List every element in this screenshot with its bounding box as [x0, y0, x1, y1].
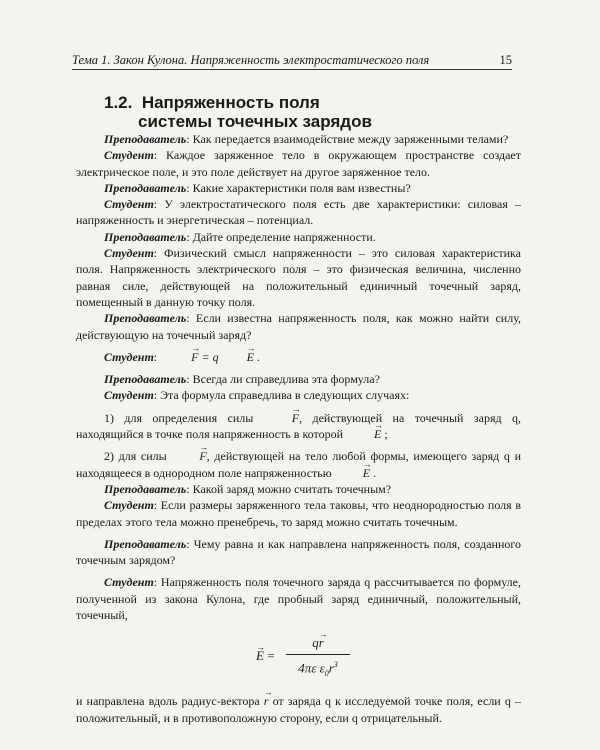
paragraph-direction: и направлена вдоль радиус-вектора → r от заряда q к исследуемой точке поля, если q – положительный, и в противоположную сторону, если q отрицательный.: [76, 693, 521, 726]
section-number: 1.2.: [104, 93, 133, 112]
paragraph: Студент: Если размеры заряженного тела таковы, что неоднородностью поля в пределах этого тела можно пренебречь, то заряд можно считать точечным.: [76, 498, 521, 529]
speaker-teacher: Преподаватель: [104, 481, 187, 496]
vector-F: → F: [163, 349, 198, 365]
running-title: Тема 1. Закон Кулона. Напряженность электростатического поля: [72, 53, 430, 67]
formula-numerator: q→ r: [286, 635, 350, 654]
vector-E: → E: [346, 426, 381, 442]
formula-denominator: 4πε $\varepsilon_0r^3$: [298, 659, 338, 678]
speaker-student: Студент: [104, 575, 154, 590]
speaker-teacher: Преподаватель: [104, 180, 187, 195]
vector-F: → F: [171, 448, 206, 464]
paragraph-formula-force: Студент: → F = q→ E .: [76, 349, 521, 365]
formula-fraction: [286, 635, 350, 682]
vector-E: → E: [219, 349, 254, 365]
paragraph: Студент: Физический смысл напряженности – это силовая характеристика поля. Напряженность электрического поля – это физическая величина, численно равная силе, действующей на положительный единичный точечный заряд, помещенный в данную точку поля.: [76, 246, 521, 309]
paragraph: Преподаватель: Всегда ли справедлива эта формула?: [104, 372, 380, 387]
running-header: [72, 52, 512, 70]
paragraph: Преподаватель: Как передается взаимодействие между заряженными телами?: [104, 132, 509, 146]
paragraph: Преподаватель: Дайте определение напряженности.: [104, 229, 376, 244]
speaker-teacher: Преподаватель: [104, 536, 187, 551]
coulomb-field-formula: → E = $\frac{q\to r}{4\pi\varepsilon \varepsilon_0r^3}$: [256, 635, 521, 679]
speaker-teacher: Преподаватель: [104, 229, 187, 244]
speaker-teacher: Преподаватель: [104, 311, 187, 326]
paragraph: Студент: Каждое заряженное тело в окружающем пространстве создает электрическое поле, и это поле действует на другое заряженное тело.: [76, 148, 521, 179]
paragraph-case-2: 2) для силы → F, действующей на тело любой формы, имеющего заряд q и находящееся в однородном поле напряженностью → E .: [76, 448, 521, 481]
paragraph: Преподаватель: Какие характеристики поля вам известны?: [104, 180, 411, 195]
section-title-line1: Напряженность поля: [141, 93, 320, 112]
speaker-student: Студент: [104, 498, 154, 513]
paragraph: Преподаватель: Если известна напряженность поля, как можно найти силу, действующую на точечный заряд?: [76, 311, 521, 342]
speaker-student: Студент: [104, 388, 154, 403]
paragraph: Студент: Напряженность поля точечного заряда q рассчитывается по формуле, полученной из закона Кулона, где пробный заряд единичный, положительный, точечный,: [76, 575, 521, 623]
speaker-student: Студент: [104, 197, 154, 212]
paragraph: Преподаватель: Чему равна и как направлена напряженность поля, созданного точечным зарядом?: [76, 536, 521, 568]
paragraph-case-1: 1) для определения силы → F, действующей на точечный заряд q, находящийся в точке поля напряженность в которой → E ;: [76, 410, 521, 443]
paragraph: Студент: У электростатического поля есть две характеристики: силовая – напряженность и энергетическая – потенциал.: [76, 197, 521, 228]
vector-E: → E: [335, 465, 370, 481]
speaker-teacher: Преподаватель: [104, 372, 187, 387]
speaker-student: Студент: [104, 148, 154, 163]
vector-E: → E: [256, 648, 264, 664]
dialogue-body: [76, 131, 521, 726]
vector-r: → r: [264, 693, 269, 709]
section-title-line2: системы точечных зарядов: [138, 112, 372, 131]
speaker-student: Студент: [104, 349, 154, 364]
speaker-student: Студент: [104, 246, 154, 261]
speaker-teacher: Преподаватель: [104, 132, 187, 146]
vector-F: → F: [264, 410, 299, 426]
paragraph: Преподаватель: Какой заряд можно считать точечным?: [104, 481, 392, 496]
paragraph: Студент: Эта формула справедлива в следующих случаях:: [104, 388, 410, 403]
page-number: 15: [499, 53, 512, 67]
section-title: [104, 93, 504, 131]
